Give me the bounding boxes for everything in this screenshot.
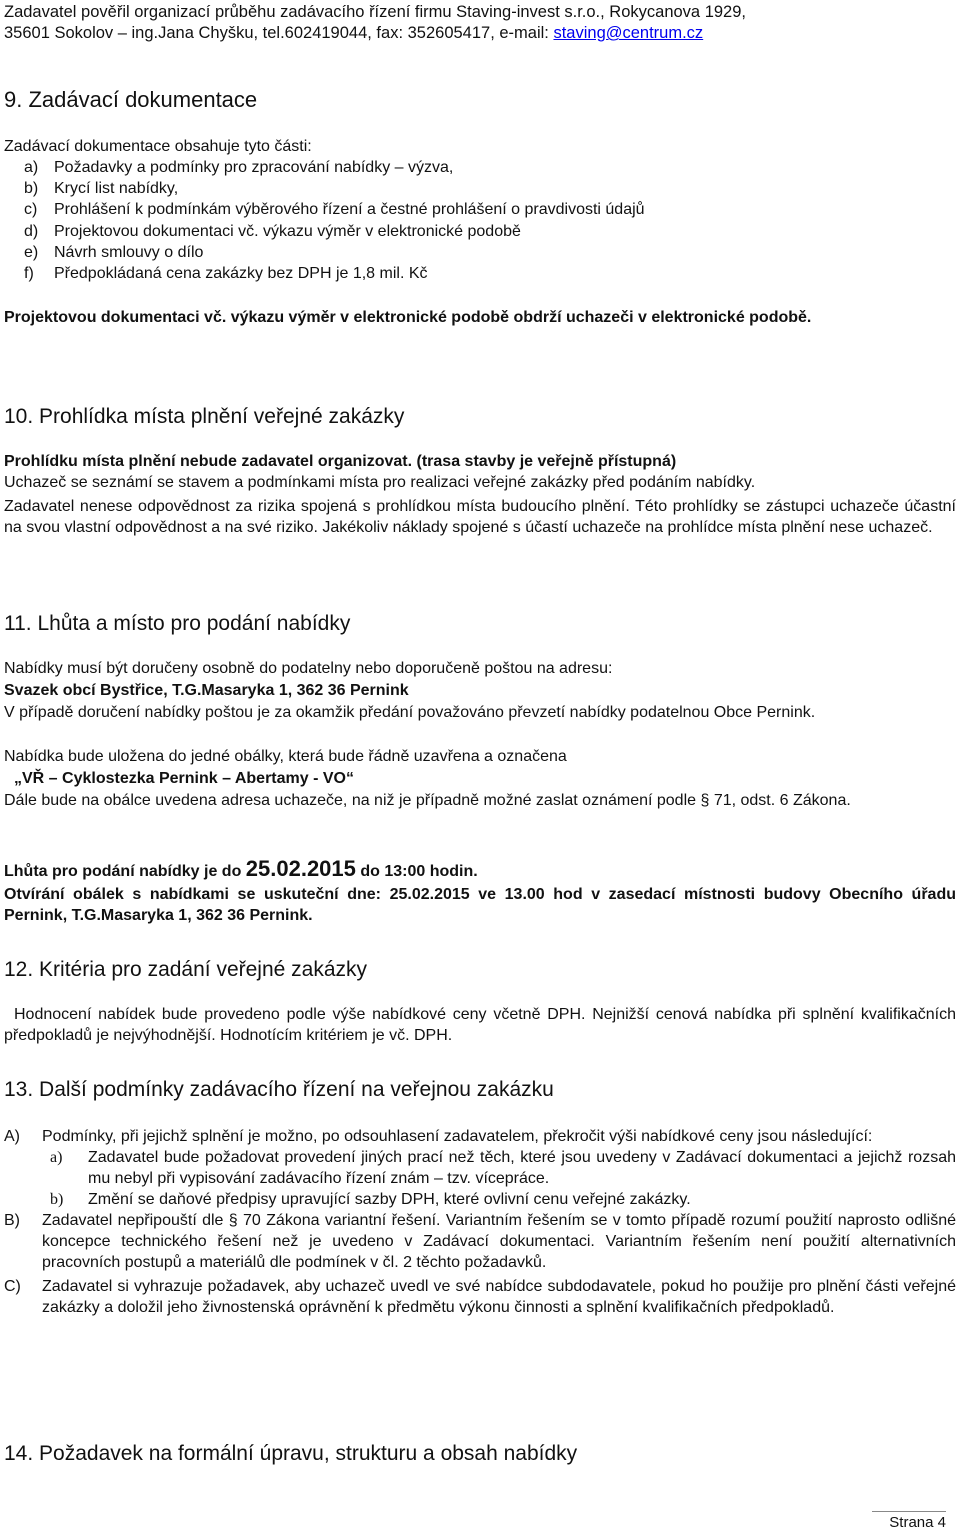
header-line-2 [4, 23, 954, 44]
list-item-text: Projektovou dokumentaci vč. výkazu výměr v elektronické podobě [54, 222, 521, 240]
list-item-text: Prohlášení k podmínkám výběrového řízení a čestné prohlášení o pravdivosti údajů [54, 201, 645, 219]
condition-c [4, 1276, 956, 1318]
section-12-title: 12. Kritéria pro zadání veřejné zakázky [4, 958, 368, 981]
sub-item [42, 1147, 956, 1189]
list-item-text: Návrh smlouvy o dílo [54, 243, 204, 261]
section-11-line6: Dále bude na obálce uvedena adresa uchazeče, na niž je případně možné zaslat oznámení podle § 71, odst. 6 Zákona. [4, 792, 851, 809]
section-10-title: 10. Prohlídka místa plnění veřejné zakázky [4, 405, 405, 428]
list-item-label: d) [24, 222, 39, 240]
section-11-line3: V případě doručení nabídky poštou je za okamžik předání považováno převzetí nabídky podatelnou Obce Pernink. [4, 704, 816, 721]
list-item-label: c) [24, 201, 38, 219]
list-item [4, 178, 956, 199]
condition-c-key: C) [4, 1278, 21, 1295]
condition-b [4, 1210, 956, 1273]
list-item-text: Krycí list nabídky, [54, 180, 179, 198]
section-10-bold: Prohlídku místa plnění nebude zadavatel organizovat. (trasa stavby je veřejně přístupná) [4, 453, 677, 470]
section-11-title: 11. Lhůta a místo pro podání nabídky [4, 612, 351, 635]
list-item [4, 221, 956, 242]
section-10-line: Uchazeč se seznámí se stavem a podmínkami místa pro realizaci veřejné zakázky před podáním nabídky. [4, 474, 756, 491]
list-item [4, 199, 956, 220]
condition-a-key: A) [4, 1128, 20, 1145]
sub-item-key: b) [50, 1191, 64, 1208]
section-11-line1: Nabídky musí být doručeny osobně do podatelny nebo doporučeně poštou na adresu: [4, 660, 613, 677]
list-item-text: Požadavky a podmínky pro zpracování nabídky – výzva, [54, 159, 454, 176]
deadline [4, 858, 956, 883]
list-item-label: a) [24, 159, 39, 176]
document-header [4, 2, 954, 44]
list-item-label: e) [24, 243, 39, 261]
deadline-prefix: Lhůta pro podání nabídky je do [4, 863, 246, 880]
section-11-address: Svazek obcí Bystřice, T.G.Masaryka 1, 362 36 Pernink [4, 682, 409, 699]
section-13-title: 13. Další podmínky zadávacího řízení na veřejnou zakázku [4, 1078, 554, 1101]
list-item-label: f) [24, 265, 34, 283]
section-9-list [4, 157, 956, 284]
section-14-title: 14. Požadavek na formální úpravu, strukturu a obsah nabídky [4, 1442, 578, 1465]
deadline-date: 25.02.2015 [245, 856, 356, 881]
section-9-intro: Zadávací dokumentace obsahuje tyto části: [4, 138, 312, 155]
list-item [4, 157, 956, 178]
condition-b-text: Zadavatel nepřipouští dle § 70 Zákona variantní řešení. Variantním řešením se v tomto případě rozumí použití naprosto odlišné koncepce technického řešení než je uvedeno v Zadávací dokumentaci. Variantním řešením není použití alternativních pracovních postupů a materiálů dle podmínek v čl. 2 těchto požadavků. [42, 1212, 956, 1271]
condition-b-key: B) [4, 1212, 20, 1229]
section-10-para: Zadavatel nenese odpovědnost za rizika spojená s prohlídkou místa budoucího plnění. Této prohlídky se zástupci uchazeče účastní na svou vlastní odpovědnost a na své riziko. Jakékoliv náklady spojené s účastí uchazeče na prohlídce místa plnění nese uchazeč. [4, 498, 956, 536]
condition-a [4, 1126, 956, 1210]
condition-c-text: Zadavatel si vyhrazuje požadavek, aby uchazeč uvedl ve své nabídce subdodavatele, pokud ho použije pro plnění části veřejné zakázky a doložil jeho živnostenská oprávnění k předmětu výkonu činnosti a splnění kvalifikačních předpokladů. [42, 1278, 956, 1316]
section-11-line4: Nabídka bude uložena do jedné obálky, která bude řádně uzavřena a označena [4, 748, 567, 765]
list-item [4, 242, 956, 263]
email-link[interactable]: staving@centrum.cz [553, 24, 704, 42]
header-line-1: Zadavatel pověřil organizací průběhu zadávacího řízení firmu Staving-invest s.r.o., Rokycanova 1929, [4, 3, 746, 21]
envelope-label: „VŘ – Cyklostezka Pernink – Abertamy - VO“ [14, 770, 354, 787]
section-12-para: Hodnocení nabídek bude provedeno podle výše nabídkové ceny včetně DPH. Nejnižší cenová nabídka při splnění kvalifikačních předpokladů je nejvýhodnější. Hodnotícím kritériem je vč. DPH. [4, 1006, 956, 1044]
sub-item-text: Zadavatel bude požadovat provedení jiných prací než těch, které jsou uvedeny v Zadávací dokumentaci a jejichž rozsah mu nebyl při vypisování zadávacího řízení znám – tzv. vícepráce. [88, 1149, 956, 1187]
condition-a-text: Podmínky, při jejichž splnění je možno, po odsouhlasení zadavatelem, překročit výši nabídkové ceny jsou následující: [42, 1128, 873, 1145]
deadline-time: do 13:00 hodin. [355, 863, 478, 880]
sub-item [42, 1189, 956, 1210]
header-contact: 35601 Sokolov – ing.Jana Chyšku, tel.602419044, fax: 352605417, e-mail: [4, 24, 554, 42]
list-item [4, 263, 956, 284]
list-item-text: Předpokládaná cena zakázky bez DPH je 1,8 mil. Kč [54, 265, 428, 283]
section-13-body [4, 1126, 956, 1318]
condition-a-content [42, 1126, 956, 1210]
opening-info: Otvírání obálek s nabídkami se uskuteční dne: 25.02.2015 ve 13.00 hod v zasedací místnosti budovy Obecního úřadu Pernink, T.G.Masaryka 1, 362 36 Pernink. [4, 886, 956, 924]
section-9-note: Projektovou dokumentaci vč. výkazu výměr v elektronické podobě obdrží uchazeči v elektronické podobě. [4, 309, 812, 326]
section-9-title: 9. Zadávací dokumentace [4, 87, 258, 112]
sub-item-text: Změní se daňové předpisy upravující sazby DPH, které ovlivní cenu veřejné zakázky. [88, 1191, 691, 1208]
page-number: Strana 4 [872, 1511, 946, 1531]
list-item-label: b) [24, 180, 39, 198]
sub-item-key: a) [50, 1149, 63, 1166]
